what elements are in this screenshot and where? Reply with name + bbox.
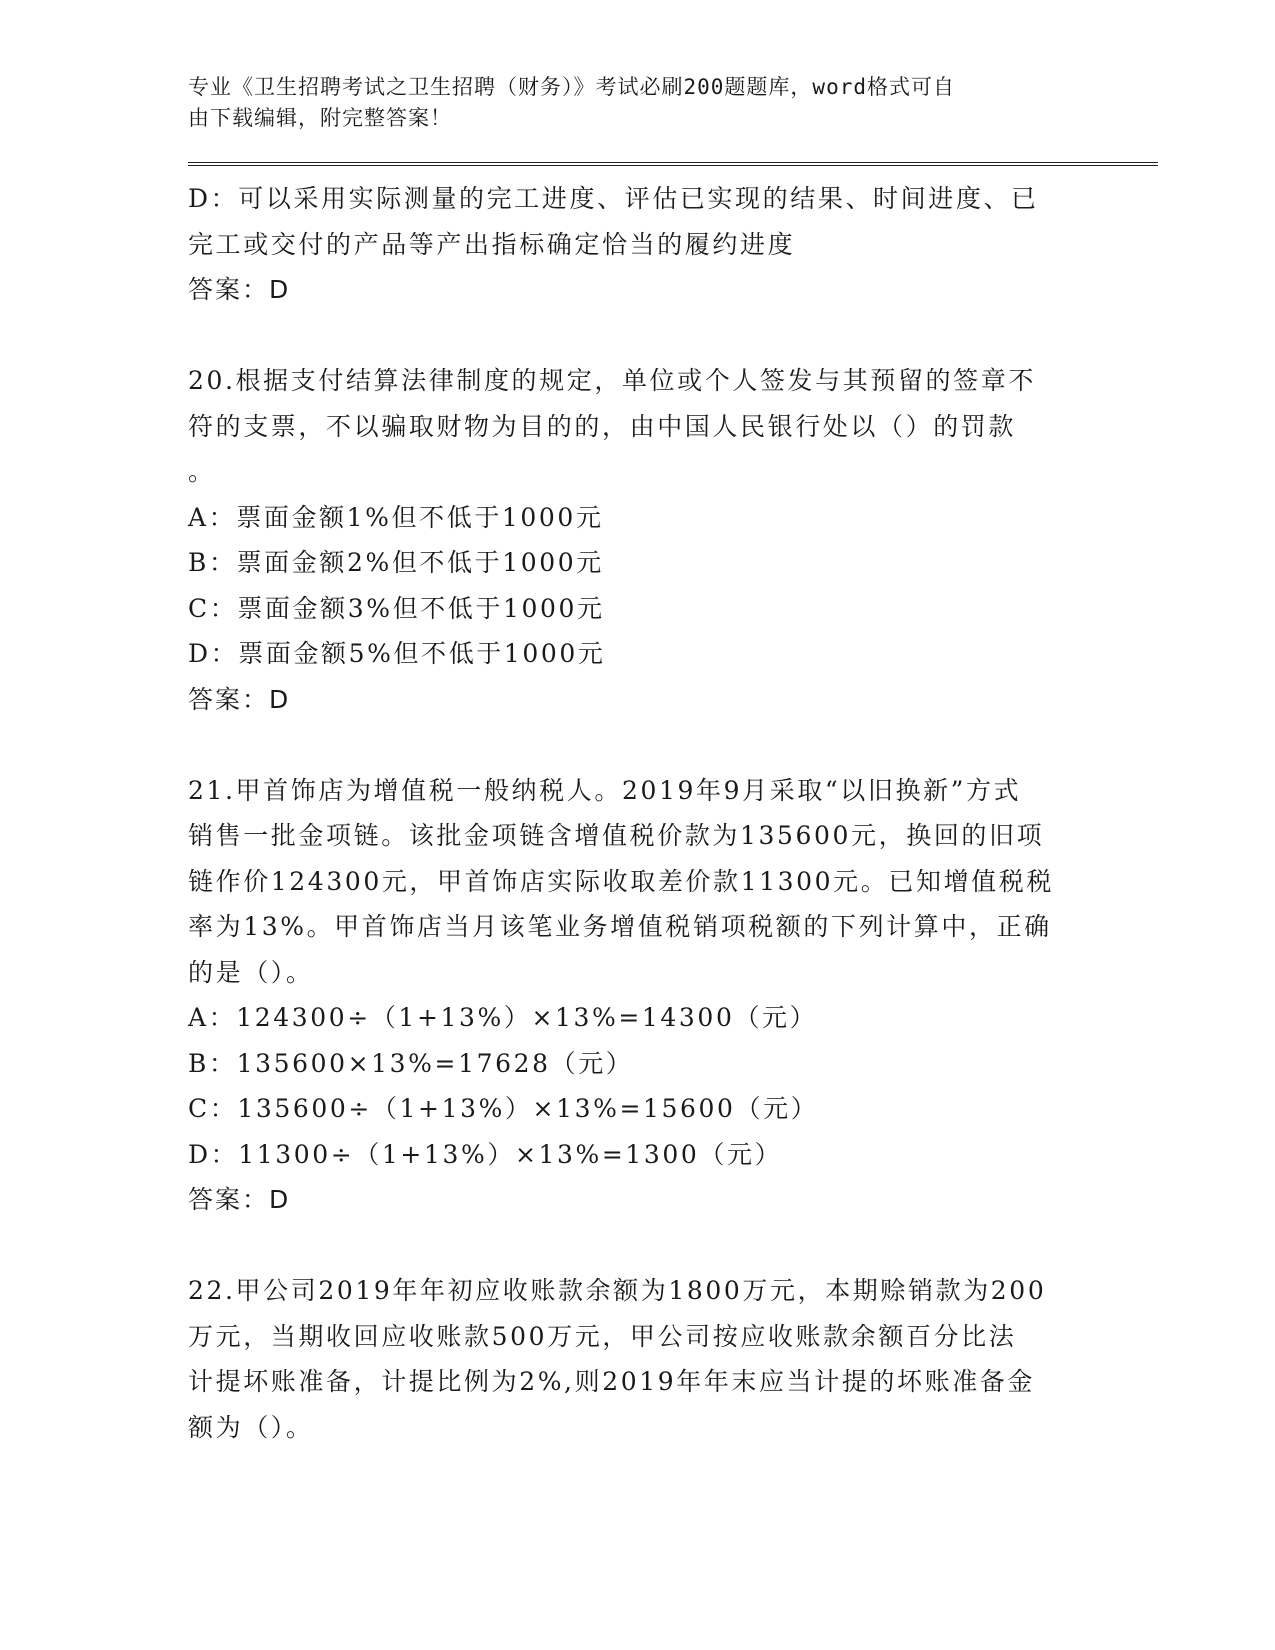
spacer: [188, 722, 1088, 768]
question-content: [188, 176, 1088, 1450]
option-b: B：135600×13%=17628（元）: [188, 1048, 634, 1078]
question-stem-line: 。: [188, 457, 216, 486]
question-stem-line: 销售一批金项链。该批金项链含增值税价款为135600元，换回的旧项: [188, 821, 1045, 850]
option-c: C：票面金额3%但不低于1000元: [188, 593, 605, 623]
question-stem-line: 符的支票，不以骗取财物为目的的，由中国人民银行处以（）的罚款: [188, 411, 1017, 441]
option-d: D：11300÷（1+13%）×13%=1300（元）: [188, 1139, 783, 1169]
document-page: [188, 72, 1088, 1450]
answer-line: 答案：D: [188, 684, 291, 714]
spacer: [188, 313, 1088, 359]
question-stem-line: 21.甲首饰店为增值税一般纳税人。2019年9月采取“以旧换新”方式: [188, 775, 1022, 805]
option-a: A：票面金额1%但不低于1000元: [188, 502, 604, 532]
spacer: [188, 1223, 1088, 1269]
option-d: D：票面金额5%但不低于1000元: [188, 639, 606, 668]
document-header: [188, 72, 1088, 134]
previous-question-tail: [188, 176, 1088, 313]
question-stem-line: 20.根据支付结算法律制度的规定，单位或个人签发与其预留的签章不: [188, 366, 1036, 395]
question-22: [188, 1268, 1088, 1450]
question-stem-line: 的是（）。: [188, 957, 314, 987]
question-21: [188, 768, 1088, 1223]
question-stem-line: 22.甲公司2019年年初应收账款余额为1800万元，本期赊销款为200: [188, 1276, 1047, 1305]
header-line-2: 由下载编辑，附完整答案！: [188, 106, 452, 130]
option-c: C：135600÷（1+13%）×13%=15600（元）: [188, 1094, 819, 1123]
question-stem-line: 率为13%。甲首饰店当月该笔业务增值税销项税额的下列计算中，正确: [188, 912, 1052, 941]
option-a: A：124300÷（1+13%）×13%=14300（元）: [188, 1003, 818, 1032]
option-d-line-2: 完工或交付的产品等产出指标确定恰当的履约进度: [188, 229, 796, 259]
question-20: [188, 358, 1088, 722]
question-stem-line: 万元，当期收回应收账款500万元，甲公司按应收账款余额百分比法: [188, 1321, 1017, 1351]
answer-line: 答案：D: [188, 1185, 291, 1214]
question-stem-line: 链作价124300元，甲首饰店实际收取差价款11300元。已知增值税税: [188, 866, 1054, 896]
question-stem-line: 计提坏账准备，计提比例为2%,则2019年年末应当计提的坏账准备金: [188, 1367, 1036, 1396]
question-stem-line: 额为（）。: [188, 1412, 314, 1442]
header-line-1: 专业《卫生招聘考试之卫生招聘（财务）》考试必刷200题题库，word格式可自: [188, 75, 955, 99]
answer-line: 答案：D: [188, 275, 291, 304]
option-d-line-1: D：可以采用实际测量的完工进度、评估已实现的结果、时间进度、已: [188, 184, 1039, 213]
header-divider: [188, 162, 1158, 166]
option-b: B：票面金额2%但不低于1000元: [188, 548, 604, 577]
